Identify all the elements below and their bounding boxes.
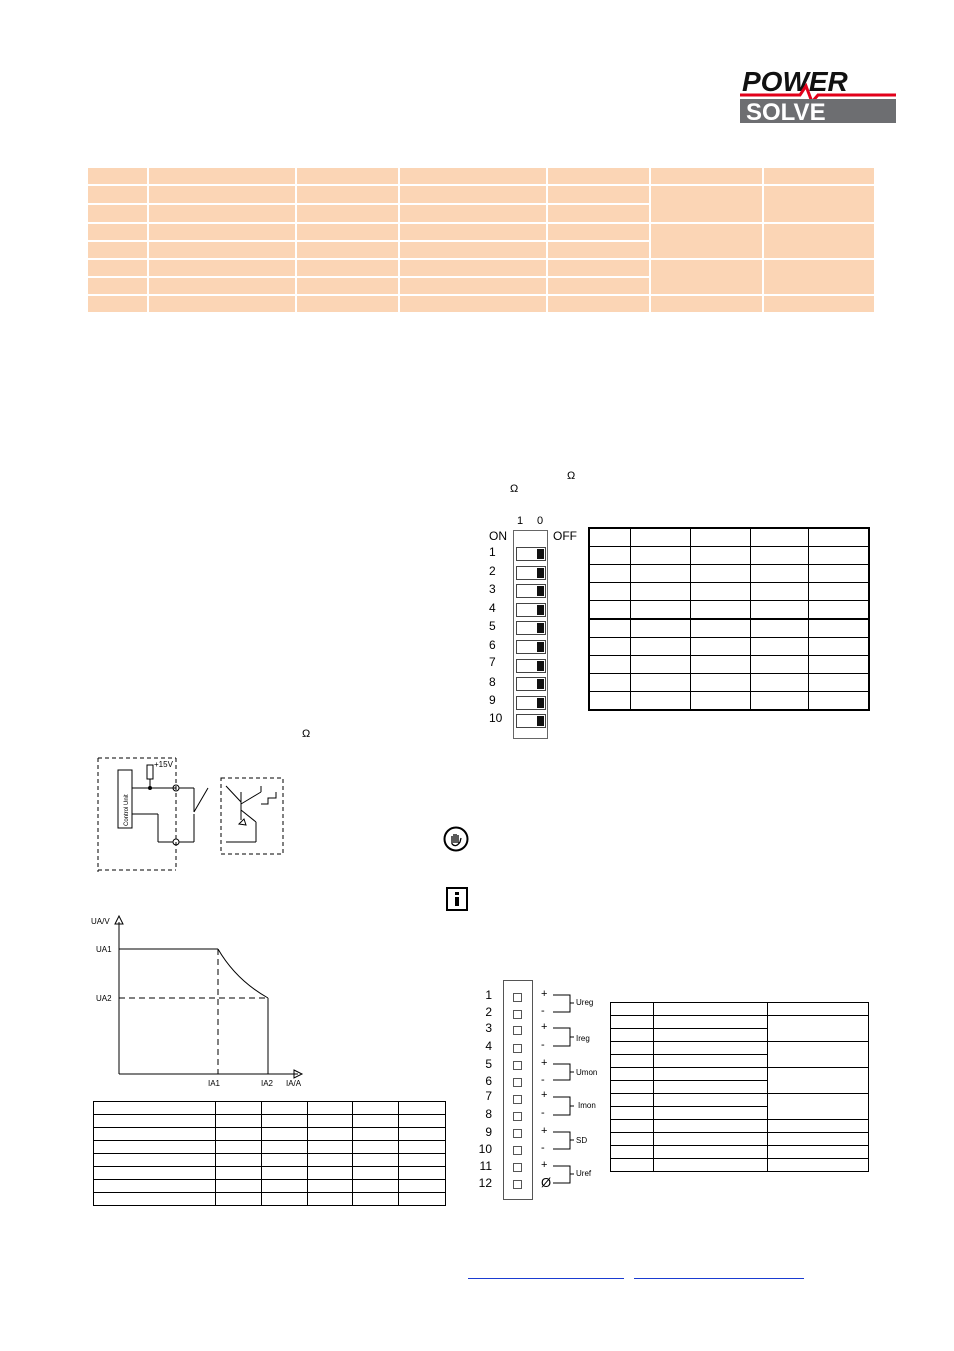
- dip-toggle[interactable]: [516, 677, 546, 691]
- connector-pin: [513, 1078, 522, 1087]
- powersolve-logo: [740, 66, 896, 124]
- pin-number: 4: [485, 1039, 492, 1053]
- pin-number: 11: [479, 1159, 492, 1173]
- pin-number: 1: [485, 988, 492, 1002]
- dip-position-label: 2: [489, 564, 496, 578]
- dip-toggle[interactable]: [516, 621, 546, 635]
- characteristic-table: [93, 1101, 446, 1206]
- table-row: [589, 638, 869, 656]
- table-row: [611, 1094, 869, 1107]
- pin-polarity: +: [541, 988, 548, 1000]
- pin-number: 12: [478, 1176, 492, 1190]
- table-row: [589, 674, 869, 692]
- control-circuit-diagram: [96, 752, 296, 874]
- x-tick-label: IA2: [261, 1079, 274, 1088]
- connector-pin: [513, 1163, 522, 1172]
- table-row: [94, 1141, 446, 1154]
- pin-number: 8: [485, 1107, 492, 1121]
- connector-pin: [513, 1180, 522, 1189]
- connector-pin: [513, 1112, 522, 1121]
- dip-position-label: 6: [489, 638, 496, 652]
- dip-position-label: 3: [489, 582, 496, 596]
- table-row: [611, 1120, 869, 1133]
- signal-label: Ireg: [576, 1034, 590, 1043]
- pin-polarity: +: [541, 1125, 548, 1137]
- signal-label: Imon: [578, 1101, 596, 1110]
- connector-pin: [513, 1026, 522, 1035]
- dip-switch: [513, 530, 548, 739]
- pin-polarity: +: [541, 1021, 548, 1033]
- pin-number: 6: [485, 1074, 492, 1088]
- signal-label: SD: [576, 1136, 588, 1145]
- dip-toggle[interactable]: [516, 640, 546, 654]
- table-row: [94, 1167, 446, 1180]
- pin-number: 2: [485, 1005, 492, 1019]
- signal-label: Uref: [576, 1169, 592, 1178]
- ohm-symbol: Ω: [567, 470, 576, 482]
- pin-polarity: +: [541, 1057, 548, 1069]
- dip-position-label: 1: [489, 545, 496, 559]
- pin-polarity: +: [541, 1159, 548, 1171]
- signal-brackets: [550, 990, 580, 1190]
- hand-warning-icon: [443, 826, 469, 852]
- pin-polarity: -: [541, 1074, 545, 1086]
- pin-polarity: +: [541, 1089, 548, 1101]
- signal-connector: [503, 980, 533, 1200]
- ohm-symbol: Ω: [302, 728, 311, 740]
- footer-link[interactable]: [634, 1264, 804, 1279]
- signal-label: Umon: [576, 1068, 598, 1077]
- table-row: [611, 1159, 869, 1172]
- table-row: [87, 223, 875, 241]
- voltage-label: +15V: [154, 760, 173, 769]
- x-tick-label: IA1: [208, 1079, 221, 1088]
- table-row: [589, 565, 869, 583]
- table-row: [87, 167, 875, 185]
- info-icon: [446, 887, 468, 911]
- y-tick-label: UA2: [96, 994, 112, 1003]
- connector-pin: [513, 993, 522, 1002]
- dip-position-label: 9: [489, 693, 496, 707]
- dip-toggle[interactable]: [516, 603, 546, 617]
- dip-position-label: 8: [489, 675, 496, 689]
- pin-polarity: -: [541, 1039, 545, 1051]
- logo-power-text: POWER: [742, 66, 848, 97]
- table-row: [611, 1003, 869, 1016]
- pin-polarity: -: [541, 1142, 545, 1154]
- table-row: [611, 1042, 869, 1055]
- table-row: [94, 1102, 446, 1115]
- dip-position-label: 4: [489, 601, 496, 615]
- pin-number: 10: [478, 1142, 492, 1156]
- footer-link[interactable]: [468, 1264, 624, 1279]
- ohm-symbol: Ω: [510, 483, 519, 495]
- table-row: [94, 1128, 446, 1141]
- y-tick-label: UA1: [96, 945, 112, 954]
- dip-toggle[interactable]: [516, 659, 546, 673]
- dip-settings-table: [588, 527, 870, 711]
- dip-position-label: 7: [489, 655, 496, 669]
- dip-col-label-1: 1: [517, 515, 524, 527]
- table-row: [589, 583, 869, 601]
- output-characteristic-chart: [86, 910, 306, 1090]
- pin-polarity: Ø: [541, 1175, 552, 1190]
- dip-toggle[interactable]: [516, 566, 546, 580]
- control-unit-label: Control Unit: [124, 794, 130, 826]
- pin-polarity: -: [541, 1005, 545, 1017]
- connector-pin: [513, 1095, 522, 1104]
- dip-toggle[interactable]: [516, 696, 546, 710]
- table-row: [611, 1146, 869, 1159]
- connector-pin: [513, 1044, 522, 1053]
- y-axis-label: UA/V: [91, 917, 110, 926]
- table-row: [589, 528, 869, 547]
- pin-number: 3: [485, 1021, 492, 1035]
- connector-pin: [513, 1146, 522, 1155]
- pin-number: 7: [485, 1089, 492, 1103]
- dip-col-label-0: 0: [537, 515, 544, 527]
- table-row: [94, 1115, 446, 1128]
- logo-solve-text: SOLVE: [746, 99, 826, 124]
- table-row: [87, 295, 875, 313]
- spec-table: [86, 166, 876, 314]
- connector-pin: [513, 1061, 522, 1070]
- dip-toggle[interactable]: [516, 584, 546, 598]
- connector-pin: [513, 1010, 522, 1019]
- signal-label: Ureg: [576, 998, 594, 1007]
- dip-off-label: OFF: [553, 529, 577, 543]
- pin-assignment-table: [610, 1002, 869, 1172]
- pin-polarity: -: [541, 1107, 545, 1119]
- table-row: [611, 1016, 869, 1029]
- table-row: [589, 619, 869, 638]
- table-row: [611, 1068, 869, 1081]
- table-row: [94, 1180, 446, 1193]
- x-axis-label: IA/A: [286, 1079, 302, 1088]
- table-row: [94, 1154, 446, 1167]
- pin-number: 5: [485, 1057, 492, 1071]
- table-row: [589, 547, 869, 565]
- dip-toggle[interactable]: [516, 547, 546, 561]
- dip-position-label: 5: [489, 619, 496, 633]
- dip-on-label: ON: [489, 529, 507, 543]
- table-row: [87, 185, 875, 204]
- table-row: [589, 692, 869, 711]
- table-row: [589, 601, 869, 620]
- dip-position-label: 10: [489, 711, 503, 725]
- table-row: [611, 1133, 869, 1146]
- connector-pin: [513, 1129, 522, 1138]
- pin-number: 9: [485, 1125, 492, 1139]
- table-row: [589, 656, 869, 674]
- dip-toggle[interactable]: [516, 714, 546, 728]
- table-row: [94, 1193, 446, 1206]
- table-row: [87, 259, 875, 277]
